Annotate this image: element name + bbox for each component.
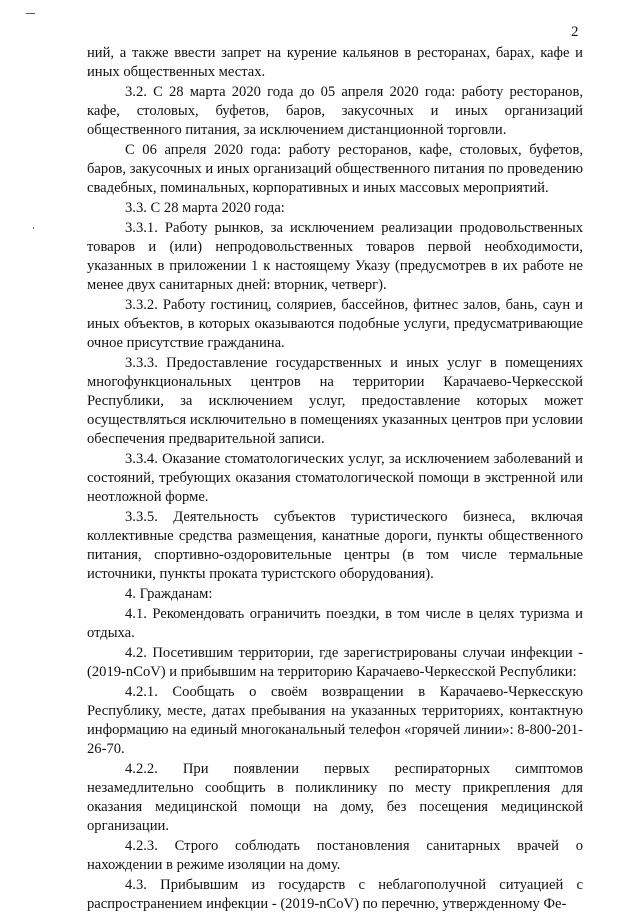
paragraph: 4.2. Посетившим территории, где зарегистрированы случаи инфекции - (2019-nCoV) и прибывшим на территорию Карачаево-Черкесской Республики: xyxy=(87,645,583,680)
paragraph: 3.3.4. Оказание стоматологических услуг, за исключением заболеваний и состояний, требующих оказания стоматологической помощи в экстренной или неотложной форме. xyxy=(87,451,583,505)
paragraph: 3.3.2. Работу гостиниц, соляриев, бассейнов, фитнес залов, бань, саун и иных объектов, в которых оказываются подобные услуги, предусматривающие очное присутствие гражданина. xyxy=(87,297,583,351)
paragraph: 3.3.5. Деятельность субъектов туристического бизнеса, включая коллективные средства размещения, канатные дороги, пункты общественного питания, спортивно-оздоровительные центры (в том числе термальные источники, пункты проката туристского оборудования). xyxy=(87,509,583,582)
paragraph: 4.3. Прибывшим из государств с неблагополучной ситуацией с распространением инфекции - (2019-nCoV) по перечню, утвержденному Фе- xyxy=(87,877,583,912)
paragraph: 4.2.2. При появлении первых респираторных симптомов незамедлительно сообщить в поликлинику по месту прикрепления для оказания медицинской помощи на дому, без посещения медицинской организации. xyxy=(87,761,583,834)
paragraph: 3.3. С 28 марта 2020 года: xyxy=(125,200,285,216)
paragraph: 3.3.3. Предоставление государственных и иных услуг в помещениях многофункциональных центров на территории Карачаево-Черкесской Республики, за исключением услуг, предоставление которых может осуществляться исключительно в помещениях указанных центров при условии обеспечения предварительной записи. xyxy=(87,355,583,447)
paragraph: 4. Гражданам: xyxy=(125,586,213,602)
scan-mark xyxy=(26,13,35,14)
paragraph: 3.2. С 28 марта 2020 года до 05 апреля 2020 года: работу ресторанов, кафе, столовых, буфетов, баров, закусочных и иных организаций общественного питания, за исключением дистанционной торговли. xyxy=(87,84,583,138)
paragraph: 4.2.1. Сообщать о своём возвращении в Карачаево-Черкесскую Республику, месте, датах пребывания на указанных территориях, контактную информацию на единый многоканальный телефон «горячей линии»: 8-800-201-26-70. xyxy=(87,684,583,757)
paragraph: 4.2.3. Строго соблюдать постановления санитарных врачей о нахождении в режиме изоляции на дому. xyxy=(87,838,583,873)
paragraph: С 06 апреля 2020 года: работу ресторанов, кафе, столовых, буфетов, баров, закусочных и иных организаций общественного питания по проведению свадебных, поминальных, корпоративных и иных массовых мероприятий. xyxy=(87,142,583,196)
paragraph: 3.3.1. Работу рынков, за исключением реализации продовольственных товаров и (или) непродовольственных товаров первой необходимости, указанных в приложении 1 к настоящему Указу (предусмотрев в их работе не менее двух санитарных дней: вторник, четверг). xyxy=(87,220,583,293)
paragraph: ний, а также ввести запрет на курение кальянов в ресторанах, барах, кафе и иных общественных местах. xyxy=(87,45,583,80)
scan-mark xyxy=(33,227,34,229)
paragraph: 4.1. Рекомендовать ограничить поездки, в том числе в целях туризма и отдыха. xyxy=(87,606,583,641)
document-body xyxy=(87,44,583,915)
page-number: 2 xyxy=(571,24,579,40)
